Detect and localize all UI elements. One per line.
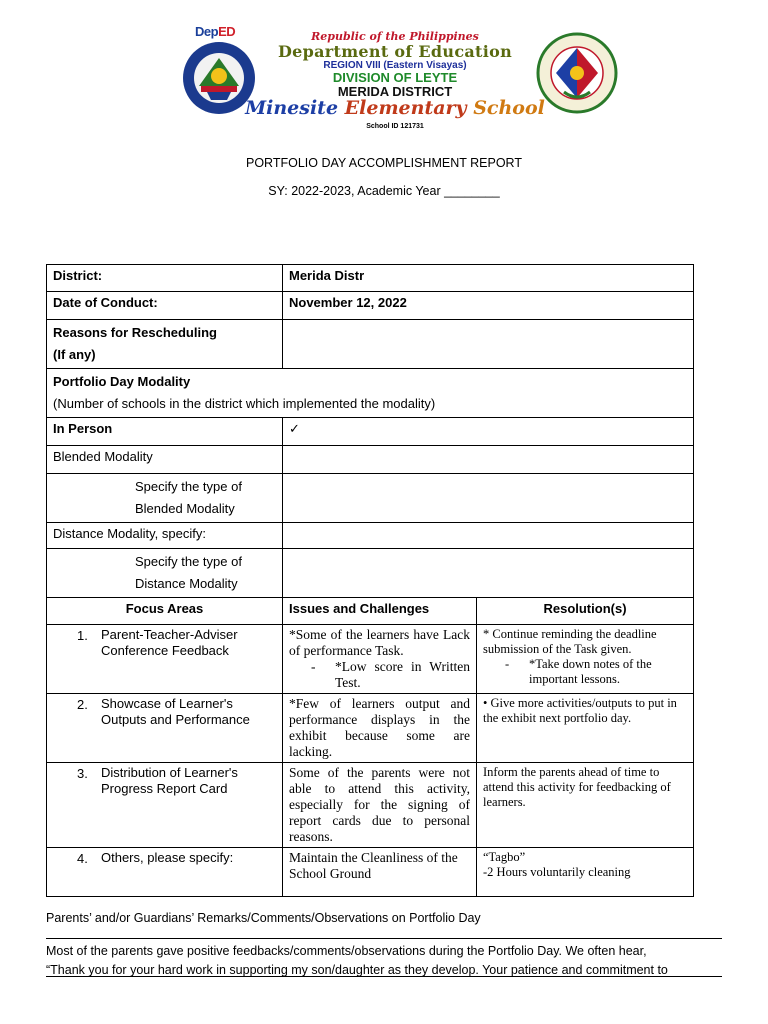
- header-republic: Republic of the Philippines: [311, 30, 479, 43]
- table-row: [47, 320, 694, 369]
- focus-text: Showcase of Learner's Outputs and Performance: [101, 696, 250, 727]
- blended-value: [283, 446, 694, 474]
- header-division: DIVISION OF LEYTE: [332, 70, 458, 85]
- issue-4: Maintain the Cleanliness of the School Ground: [283, 848, 477, 897]
- blended-specify-line2: Blended Modality: [135, 501, 235, 516]
- table-row: [47, 625, 694, 694]
- school-year-line: SY: 2022-2023, Academic Year ________: [268, 184, 500, 198]
- dash: -: [311, 659, 316, 674]
- issue-3: Some of the parents were not able to attend this activity, especially for the signing of report cards due to personal reasons.: [283, 763, 477, 848]
- resolution-main: * Continue reminding the deadline submission of the Task given.: [483, 627, 657, 656]
- reasons-label-line1: Reasons for Rescheduling: [53, 325, 217, 340]
- col-resolution: Resolution(s): [477, 598, 694, 625]
- distance-specify-line2: Distance Modality: [135, 576, 238, 591]
- remarks-line2: “Thank you for your hard work in supporting my son/daughter as they develop. Your patience and commitment to: [46, 963, 668, 977]
- focus-number: 2.: [77, 697, 88, 712]
- table-row: [47, 694, 694, 763]
- focus-area-2: [47, 694, 283, 763]
- table-row: [47, 549, 694, 598]
- focus-text: Parent-Teacher-Adviser Conference Feedback: [101, 627, 238, 658]
- issue-sub-text: *Low score in Written Test.: [335, 659, 470, 690]
- reasons-value: [283, 320, 694, 369]
- focus-area-1: [47, 625, 283, 694]
- district-label: District:: [47, 265, 283, 292]
- accomplishment-table: [46, 264, 694, 897]
- table-row: [47, 265, 694, 292]
- reasons-label-line2: (If any): [53, 347, 96, 362]
- table-row: [47, 523, 694, 549]
- reasons-label: [47, 320, 283, 369]
- blended-specify-line1: Specify the type of: [135, 479, 242, 494]
- focus-text: Others, please specify:: [101, 850, 234, 865]
- resolution-sub: [483, 657, 687, 687]
- col-focus-areas: Focus Areas: [47, 598, 283, 625]
- issue-2: *Few of learners output and performance displays in the exhibit because some are lacking.: [283, 694, 477, 763]
- in-person-label: In Person: [47, 418, 283, 446]
- header-school-id: School ID 121731: [366, 123, 424, 130]
- focus-area-3: [47, 763, 283, 848]
- table-row: [47, 446, 694, 474]
- table-header-row: [47, 598, 694, 625]
- issue-sub: [289, 659, 470, 691]
- focus-text: Distribution of Learner's Progress Report Card: [101, 765, 238, 796]
- report-title: PORTFOLIO DAY ACCOMPLISHMENT REPORT: [246, 156, 522, 170]
- district-value: Merida Distr: [283, 265, 694, 292]
- resolution-2: • Give more activities/outputs to put in the exhibit next portfolio day.: [477, 694, 694, 763]
- blended-specify-value: [283, 474, 694, 523]
- remarks-line1: Most of the parents gave positive feedbacks/comments/observations during the Portfolio Day. We often hear,: [46, 944, 647, 958]
- focus-area-4: [47, 848, 283, 897]
- header-district: MERIDA DISTRICT: [337, 84, 453, 99]
- issue-1: [283, 625, 477, 694]
- deped-wordmark-logo: DepED: [195, 24, 236, 39]
- distance-specify-label: [47, 549, 283, 598]
- col-issues: Issues and Challenges: [283, 598, 477, 625]
- modality-heading: Portfolio Day Modality: [53, 374, 191, 389]
- modality-header-cell: [47, 369, 694, 418]
- distance-label: Distance Modality, specify:: [47, 523, 283, 549]
- focus-number: 1.: [77, 628, 88, 643]
- table-row: [47, 292, 694, 320]
- table-row: [47, 474, 694, 523]
- date-label: Date of Conduct:: [47, 292, 283, 320]
- dash: -: [505, 657, 510, 671]
- remarks-text: [46, 942, 722, 980]
- header-department: Department of Education: [277, 42, 513, 61]
- modality-note: (Number of schools in the district which implemented the modality): [53, 396, 436, 411]
- table-row: [47, 369, 694, 418]
- in-person-checkmark-icon: ✓: [283, 418, 694, 446]
- remarks-label: Parents’ and/or Guardians’ Remarks/Comments/Observations on Portfolio Day: [46, 911, 481, 925]
- resolution-line1: “Tagbo”: [483, 850, 526, 864]
- blended-specify-label: [47, 474, 283, 523]
- issue-main: *Some of the learners have Lack of performance Task.: [289, 627, 470, 658]
- blended-label: Blended Modality: [47, 446, 283, 474]
- divider: [46, 938, 722, 939]
- table-row: [47, 418, 694, 446]
- distance-specify-line1: Specify the type of: [135, 554, 242, 569]
- focus-number: 4.: [77, 851, 88, 866]
- focus-number: 3.: [77, 766, 88, 781]
- resolution-1: [477, 625, 694, 694]
- header-school-name: Minesite Elementary School: [245, 97, 545, 119]
- table-row: [47, 763, 694, 848]
- distance-specify-value: [283, 549, 694, 598]
- table-row: [47, 848, 694, 897]
- date-value: November 12, 2022: [283, 292, 694, 320]
- divider: [46, 976, 722, 977]
- resolution-line2: -2 Hours voluntarily cleaning: [483, 865, 631, 879]
- header-region: REGION VIII (Eastern Visayas): [323, 60, 467, 71]
- distance-value: [283, 523, 694, 549]
- resolution-sub-text: *Take down notes of the important lessons.: [529, 657, 652, 686]
- resolution-3: Inform the parents ahead of time to attend this activity for feedbacking of learners.: [477, 763, 694, 848]
- resolution-4: [477, 848, 694, 897]
